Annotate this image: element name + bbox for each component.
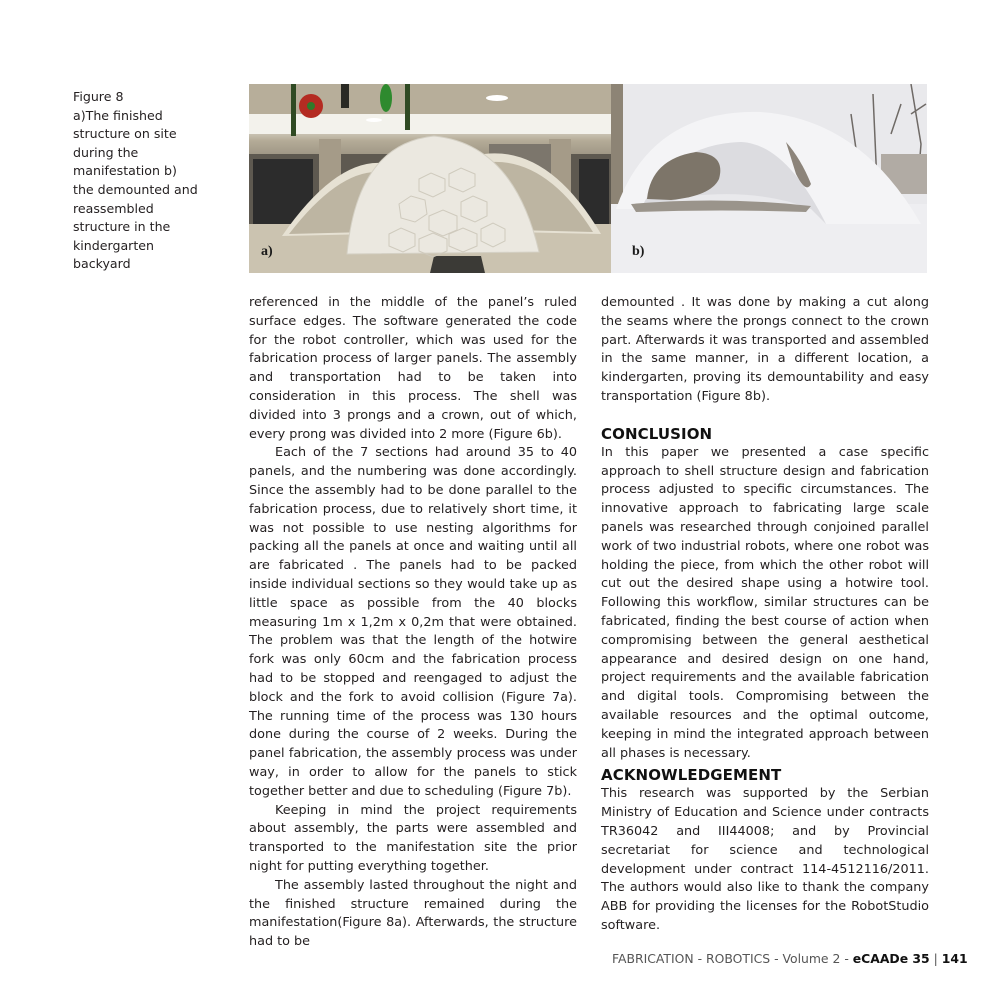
footer-section: FABRICATION - ROBOTICS - Volume 2 -: [612, 951, 853, 966]
body-paragraph: The assembly lasted throughout the night and the finished structure remained during the manifestation(Figure 8a). Afterwards, the structure had to be: [249, 877, 577, 950]
acknowledgement-text: This research was supported by the Serbian Ministry of Education and Science under contracts TR36042 and III44008; and by Provincial secretariat for science and technological development under contract 114-4512116/2011. The authors would also like to thank the company ABB for providing the licenses for the RobotStudio software.: [601, 786, 929, 933]
dome-snow-illustration: [611, 84, 927, 273]
conclusion-text: In this paper we presented a case specific approach to shell structure design and fabrication process adjusted to specific circumstances. The innovative approach to fabricating large scale panels was researched through conjoined parallel work of two industrial robots, where one robot was holding the piece, from which the other robot will cut out the desired shape using a hotwire tool. Following this workflow, similar structures can be fabricated, finding the best course of action when compromising between the general aesthetical appearance and desired design on one hand, project requirements and the available fabrication and digital tools. Compromising between the available resources and the optimal outcome, keeping in mind the integrated approach between all phases is necessary.: [601, 444, 929, 761]
panel-label-a: a): [261, 244, 273, 259]
conclusion-heading: CONCLUSION: [601, 424, 713, 443]
footer-separator: |: [929, 951, 942, 966]
right-column: [601, 294, 929, 936]
body-paragraph: referenced in the middle of the panel’s ruled surface edges. The software generated the code for the robot controller, which was used for the fabrication process of larger panels. The assembly and transportation had to be taken into consideration in this process. The shell was divided into 3 prongs and a crown, out of which, every prong was divided into 2 more (Figure 6b).: [249, 295, 577, 442]
caption-line: kindergarten: [73, 237, 155, 253]
caption-line: the demounted and: [73, 181, 198, 197]
figure-8b-photo: [611, 84, 927, 273]
acknowledgement-heading: ACKNOWLEDGEMENT: [601, 766, 782, 785]
caption-line: reassembled: [73, 200, 154, 216]
dome-indoor-illustration: [249, 84, 611, 273]
page-footer: [612, 951, 968, 966]
caption-line: structure in the: [73, 219, 171, 235]
figure-caption: [73, 88, 213, 274]
body-paragraph: Each of the 7 sections had around 35 to 40 panels, and the numbering was done accordingly. Since the assembly had to be done parallel to the fabrication process, due to relatively short time, it was not possible to use nesting algorithms for packing all the panels at once and waiting until all are fabricated . The panels had to be packed inside individual sections so they would take up as little space as possible from the 40 blocks measuring 1m x 1,2m x 0,2m that were obtained. The problem was that the length of the hotwire fork was only 60cm and the fabrication process had to be stopped and reengaged to adjust the block and the fork to avoid collision (Figure 7a). The running time of the process was 130 hours done during the course of 2 weeks. During the panel fabrication, the assembly process was under way, in order to allow for the panels to stick together better and due to scheduling (Figure 7b).: [249, 445, 577, 799]
caption-line: during the: [73, 144, 139, 160]
caption-title: Figure 8: [73, 89, 124, 104]
panel-label-b: b): [632, 244, 645, 259]
caption-line: backyard: [73, 256, 131, 272]
body-paragraph: demounted . It was done by making a cut along the seams where the prongs connect to the crown part. Afterwards it was transported and assembled in the same manner, in a different location, a kindergarten, proving its demountability and easy transportation (Figure 8b).: [601, 295, 929, 404]
spacer: [601, 407, 929, 425]
footer-venue: eCAADe 35: [852, 951, 930, 966]
body-paragraph: Keeping in mind the project requirements about assembly, the parts were assembled and transported to the manifestation site the prior night for putting everything together.: [249, 802, 577, 874]
caption-line: structure on site: [73, 126, 177, 142]
page-number: 141: [941, 951, 968, 966]
caption-line: manifestation b): [73, 163, 177, 179]
figure-8a-photo: [249, 84, 611, 273]
left-column: [249, 294, 577, 952]
caption-line: a)The finished: [73, 107, 163, 123]
